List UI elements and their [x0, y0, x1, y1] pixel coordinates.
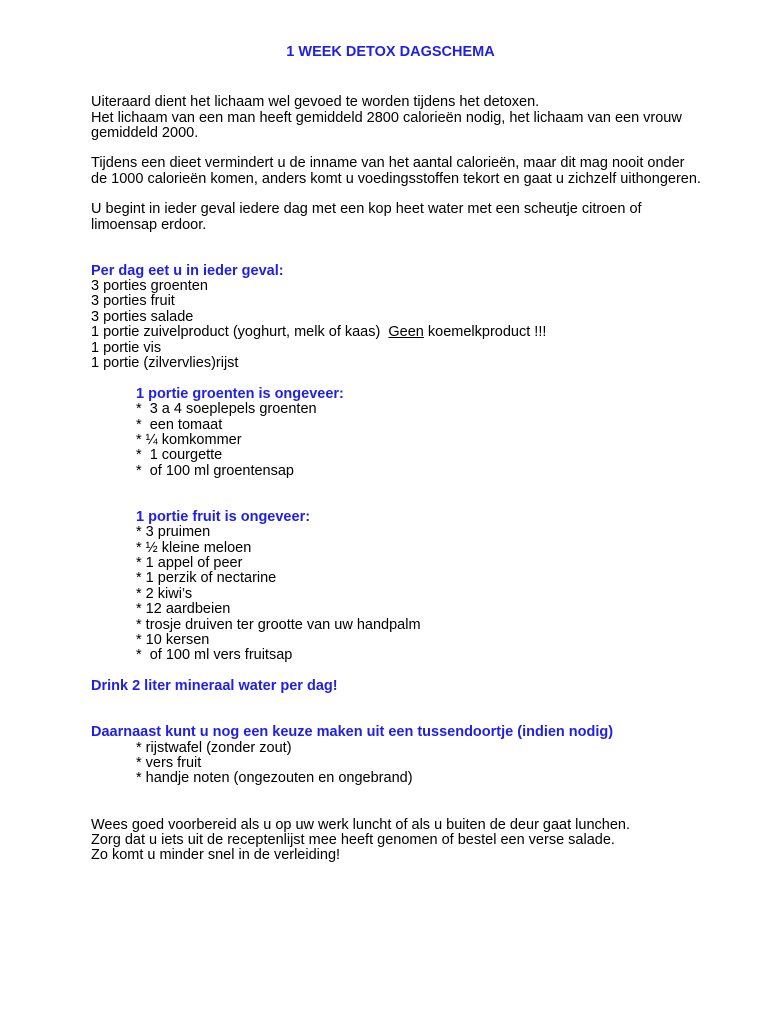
- groenten-heading: 1 portie groenten is ongeveer:: [136, 386, 344, 402]
- per-dag-item: 3 porties fruit: [91, 293, 175, 309]
- tussendoor-item: * rijstwafel (zonder zout): [136, 740, 292, 756]
- per-dag-item: 1 portie vis: [91, 340, 162, 356]
- fruit-item: * trosje druiven ter grootte van uw handpalm: [136, 617, 421, 633]
- per-dag-item-tail: koemelkproduct !!!: [423, 324, 547, 340]
- tussendoor-heading: Daarnaast kunt u nog een keuze maken uit een tussendoortje (indien nodig): [91, 724, 614, 740]
- fruit-item: * 2 kiwi’s: [136, 586, 193, 602]
- outro-line: Zo komt u minder snel in de verleiding!: [91, 847, 341, 863]
- outro-line: Wees goed voorbereid als u op uw werk luncht of als u buiten de deur gaat lunchen.: [91, 817, 630, 833]
- intro-line: U begint in ieder geval iedere dag met een kop heet water met een scheutje citroen of: [91, 201, 642, 217]
- fruit-item: * 10 kersen: [136, 632, 210, 648]
- per-dag-item: 3 porties groenten: [91, 278, 208, 294]
- fruit-item: * 1 appel of peer: [136, 555, 243, 571]
- intro-line: Uiteraard dient het lichaam wel gevoed te worden tijdens het detoxen.: [91, 94, 540, 110]
- fruit-item: * 1 perzik of nectarine: [136, 570, 277, 586]
- fruit-item: * 12 aardbeien: [136, 601, 231, 617]
- intro-line: gemiddeld 2000.: [91, 125, 199, 141]
- outro-line: Zorg dat u iets uit de receptenlijst mee heeft genomen of bestel een verse salade.: [91, 832, 615, 848]
- tussendoor-item: * handje noten (ongezouten en ongebrand): [136, 770, 413, 786]
- groenten-item: * 1 courgette: [136, 447, 223, 463]
- fruit-item: * 3 pruimen: [136, 524, 211, 540]
- fruit-item: * ½ kleine meloen: [136, 540, 252, 556]
- intro-line: de 1000 calorieën komen, anders komt u voedingsstoffen tekort en gaat u zichzelf uithongeren.: [91, 171, 701, 187]
- groenten-item: * 3 a 4 soeplepels groenten: [136, 401, 317, 417]
- per-dag-item: 3 porties salade: [91, 309, 194, 325]
- intro-line: limoensap erdoor.: [91, 217, 207, 233]
- geen-underlined: Geen: [388, 324, 424, 340]
- per-dag-item: 1 portie (zilvervlies)rijst: [91, 355, 239, 371]
- fruit-item: * of 100 ml vers fruitsap: [136, 647, 293, 663]
- groenten-item: * ¼ komkommer: [136, 432, 242, 448]
- document-title: 1 WEEK DETOX DAGSCHEMA: [286, 44, 495, 60]
- groenten-item: * of 100 ml groentensap: [136, 463, 294, 479]
- per-dag-item-text: 1 portie zuivelproduct (yoghurt, melk of kaas): [91, 324, 389, 340]
- intro-line: Tijdens een dieet vermindert u de inname van het aantal calorieën, maar dit mag nooit onder: [91, 155, 685, 171]
- fruit-heading: 1 portie fruit is ongeveer:: [136, 509, 311, 525]
- groenten-item: * een tomaat: [136, 417, 223, 433]
- per-dag-heading: Per dag eet u in ieder geval:: [91, 263, 284, 279]
- per-dag-item-zuivel: [91, 324, 546, 340]
- tussendoor-item: * vers fruit: [136, 755, 202, 771]
- intro-line: Het lichaam van een man heeft gemiddeld 2800 calorieën nodig, het lichaam van een vrouw: [91, 110, 682, 126]
- water-note: Drink 2 liter mineraal water per dag!: [91, 678, 338, 694]
